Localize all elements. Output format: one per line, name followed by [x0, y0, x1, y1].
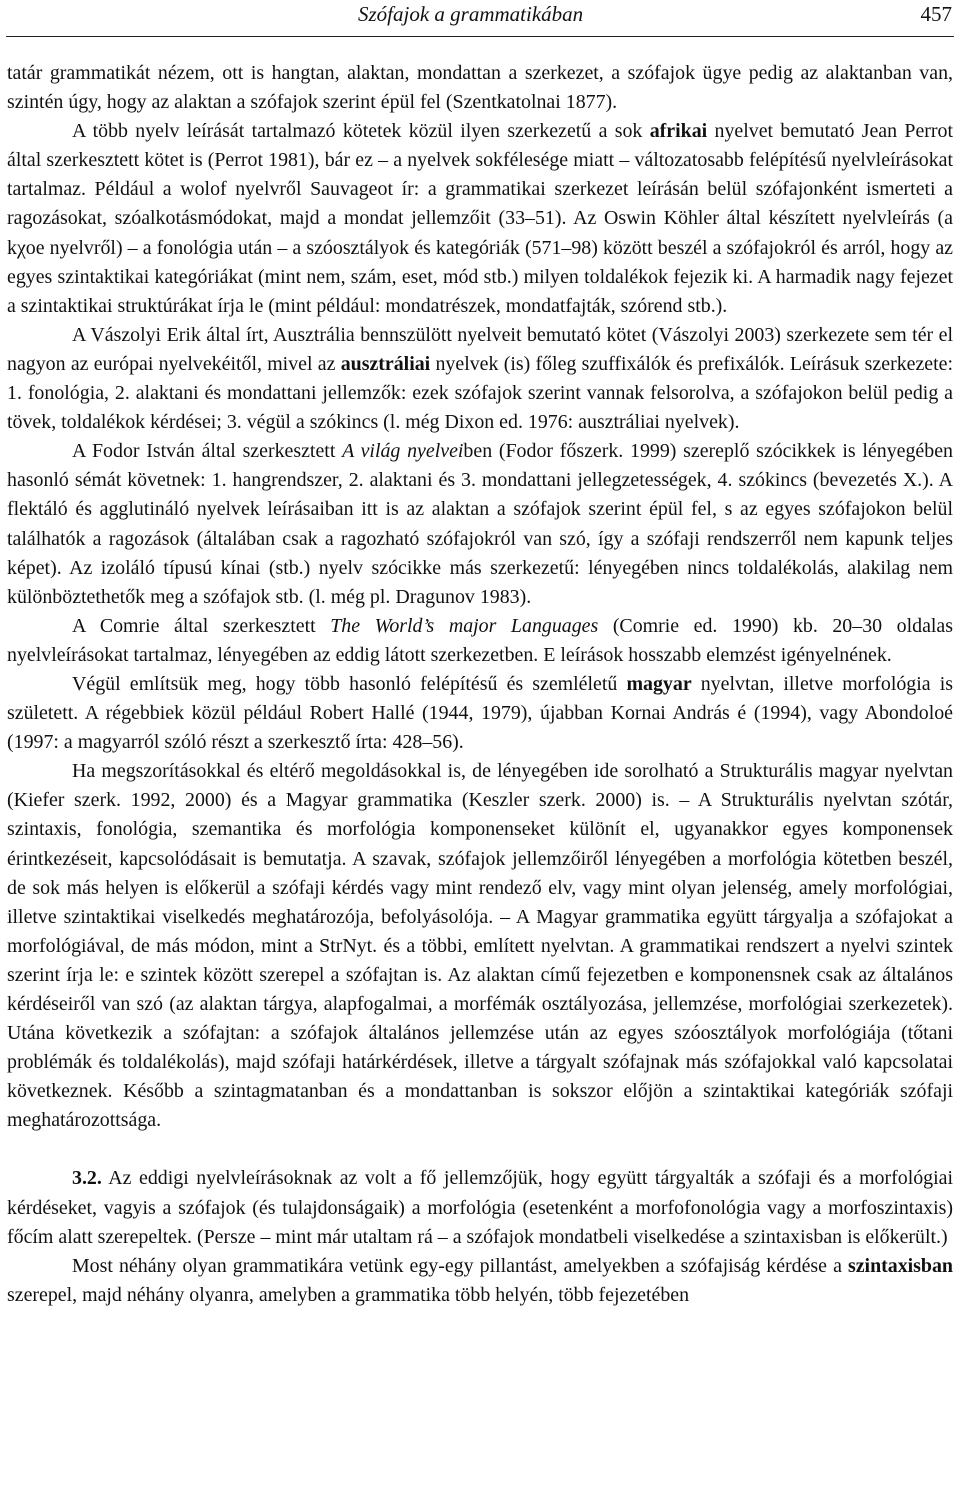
text-run: nyelvtan, illetve morfológia is született. A régebbiek közül például Robert Hallé (1944, 1979), újabban Kornai András é (1994), vagy Abondoloé (1997: a magyarról szóló részt a szerkesztő írta: 428–56). [7, 672, 953, 754]
paragraph-p1 [7, 59, 953, 117]
paragraph-p3 [7, 321, 953, 437]
text-run: A Comrie által szerkesztett [72, 614, 331, 637]
text-run: Most néhány olyan grammatikára vetünk egy-egy pillantást, amelyekben a szófajiság kérdése a [72, 1254, 848, 1277]
page-number: 457 [920, 2, 952, 26]
text-run: nyelvet bemutató Jean Perrot által szerkesztett kötet is (Perrot 1981), bár ez – a nyelvek sokfélesége miatt – változatosabb felépítésű nyelvleírásokat tartalmaz. Például a wolof nyelvről Sauvageot ír: a grammatikai szerkezet leírásán belül szófajonként ismerteti a ragozásokat, szóalkotásmódokat, majd a mondat jellemzőit (33–51). Az Oswin Köhler által készített nyelvleírás (a kχoe nyelvről) – a fonológia után – a szóosztályok és kategóriák (571–98) között beszél a szófajokról és arról, hogy az egyes szintaktikai kategóriákat (mint nem, szám, eset, mód stb.) milyen toldalékok fejezik ki. A harmadik nagy fejezet a szintaktikai struktúrákat írja le (mint például: mondatrészek, mondatfajták, szórend stb.). [7, 120, 954, 317]
paragraph-p6 [7, 670, 953, 757]
paragraph-p9 [7, 1252, 953, 1310]
text-run: ben (Fodor főszerk. 1999) szereplő szócikkek is lényegében hasonló sémát követnek: 1. hangrendszer, 2. alaktani és 3. mondattani jellegzetességek, 4. szókincs (bevezetés X.). A flektáló és agglutináló nyelvek leírásaiban itt is az alaktan a szófajok szerint épül fel, s az egyes szófajokon belül találhatók a ragozások (általában csak a ragozható szófajokról van szó, így a szófaji rendszerről nem kapunk teljes képet). Az izoláló típusú kínai (stb.) nyelv szócikke más szerkezetű: lényegében nincs toldalékolás, alakilag nem különböztethetők meg a szófajok stb. (l. még pl. Dragunov 1983). [7, 440, 953, 608]
bold-term: afrikai [649, 120, 708, 143]
running-header [6, 0, 954, 37]
bold-term: szintaxisban [847, 1254, 953, 1277]
paragraph-p2 [7, 117, 953, 321]
title-italic: The World’s major Languages [330, 614, 599, 637]
text-run: A több nyelv leírását tartalmazó kötetek közül ilyen szerkezetű a sok [72, 120, 650, 143]
text-run: szerepel, majd néhány olyanra, amelyben a grammatika több helyén, több fejezetében [7, 1283, 690, 1306]
title-italic: A világ nyelvei [342, 440, 464, 463]
text-run: Végül említsük meg, hogy több hasonló felépítésű és szemléletű [72, 672, 627, 695]
text-run: A Vászolyi Erik által írt, Ausztrália bennszülött nyelveit bemutató kötet (Vászolyi 2003) szerkezete sem tér el nagyon az európai nyelvekéitől, mivel az [7, 323, 953, 375]
text-run: tatár grammatikát nézem, ott is hangtan, alaktan, mondattan a szerkezet, a szófajok ügye pedig az alaktanban van, szintén úgy, hogy az alaktan a szófajok szerint épül fel (Szentkatolnai 1877). [7, 62, 953, 114]
paragraph-p7 [7, 757, 953, 1135]
text-run: (Comrie ed. 1990) kb. 20–30 oldalas nyelvleírásokat tartalmaz, lényegében az eddig látott szerkezetben. E leírások hosszabb elemzést igényelnének. [7, 614, 953, 666]
text-run: Ha megszorításokkal és eltérő megoldásokkal is, de lényegében ide sorolható a Strukturális magyar nyelvtan (Kiefer szerk. 1992, 2000) és a Magyar grammatika (Keszler szerk. 2000) is. – A Strukturális nyelvtan szótár, szintaxis, fonológia, szemantika és morfológia komponenseket különít el, ugyanakkor egyes komponensek érintkezéseit, kapcsolódásait is bemutatja. A szavak, szófajok jellemzőiről lényegében a morfológia kötetben beszél, de sok más helyen is előkerül a szófaji kérdés vagy mint rendező elv, vagy mint olyan jelenség, amely morfológiai, illetve szintaktikai viselkedés meghatározója, befolyásolója. – A Magyar grammatika együtt tárgyalja a szófajokat a morfológiával, de más módon, mint a StrNyt. és a többi, említett nyelvtan. A grammatikai rendszert a nyelvi szintek szerint írja le: e szintek között szerepel a szófajtan is. Az alaktan című fejezetben e komponensnek csak az általános kérdéseiről van szó (az alaktan tárgya, alapfogalmai, a morfémák osztályozása, jellemzése, morfológiai szerkezetek). Utána következik a szófajtan: a szófajok általános jellemzése után az egyes szóosztályok morfológiája (tőtani problémák és toldalékolás), majd szófaji határkérdések, illetve a tárgyalt szófajnak más szófajokkal való kapcsolatai következnek. Később a szintagmatanban és a mondattanban is sokszor előjön a szintaktikai kategóriák szófaji meghatározottsága. [7, 760, 953, 1132]
bold-term: magyar [626, 672, 692, 695]
text-run: Az eddigi nyelvleírásoknak az volt a fő jellemzőjük, hogy együtt tárgyalták a szófaji és a morfológiai kérdéseket, vagyis a szófajok (és tulajdonságaik) a morfológia (esetenként a morfofonológia vagy a morfoszintaxis) főcím alatt szerepeltek. (Persze – mint már utaltam rá – a szófajok mondatbeli viselkedése a szintaxisban is előkerült.) [7, 1167, 953, 1248]
running-title: Szófajok a grammatikában [358, 2, 584, 26]
text-run: nyelvek (is) főleg szuffixálók és prefixálók. Leírásuk szerkezete: 1. fonológia, 2. alaktani és mondattani jellemzők: ezek szófajok szerint vannak felsorolva, a szófajokon belül pedig a tövek, toldalékok kérdései; 3. végül a szókincs (l. még Dixon ed. 1976: ausztráliai nyelvek). [7, 352, 954, 434]
body-text [7, 59, 953, 1310]
bold-term: ausztráliai [340, 352, 431, 375]
bold-term: 3.2. [72, 1167, 102, 1190]
text-run: A Fodor István által szerkesztett [72, 440, 343, 463]
paragraph-p4 [7, 437, 953, 612]
paragraph-p5 [7, 612, 953, 670]
paragraph-p8 [7, 1164, 953, 1251]
